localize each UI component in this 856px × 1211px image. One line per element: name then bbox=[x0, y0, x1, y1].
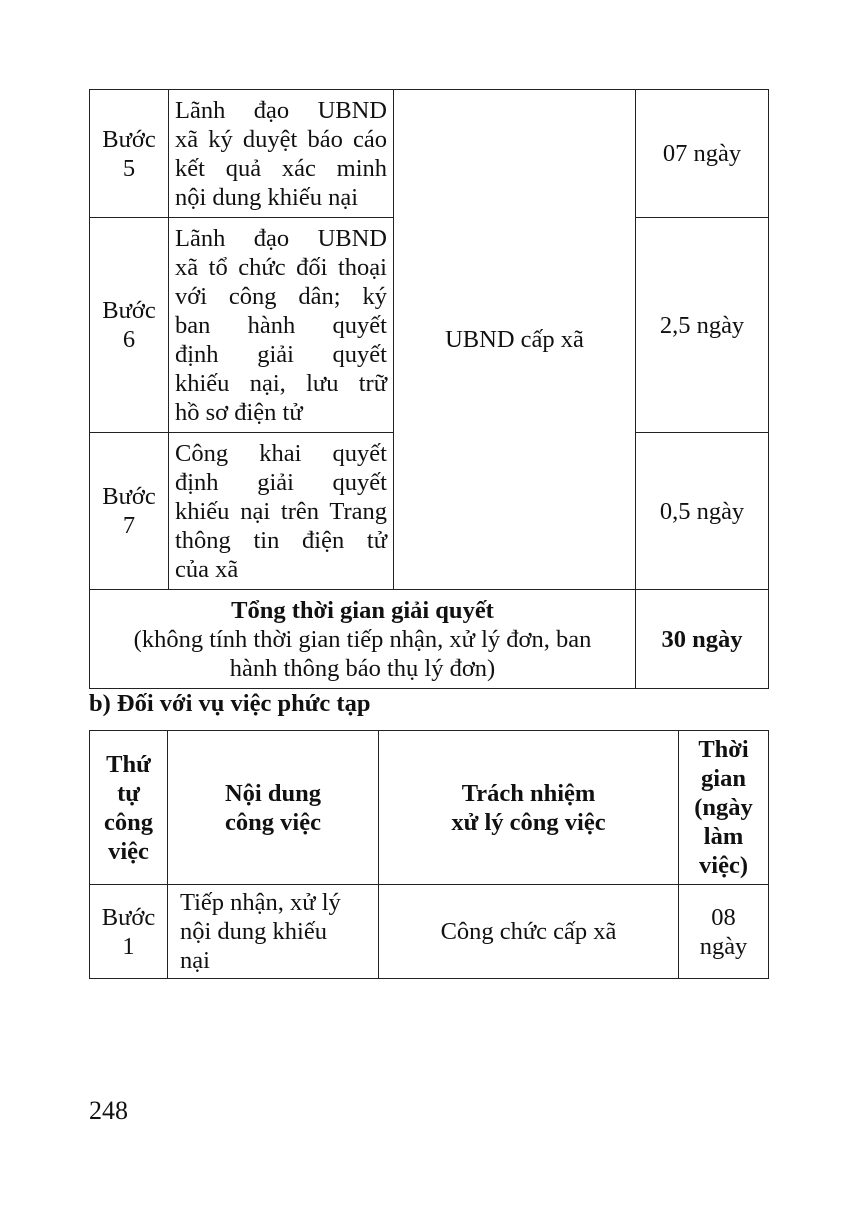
page-number: 248 bbox=[89, 1096, 128, 1125]
responsible-cell bbox=[379, 885, 679, 979]
responsible-text: Công chức cấp xã bbox=[440, 918, 617, 945]
total-note: hành thông báo thụ lý đơn) bbox=[229, 654, 496, 682]
content-line: Lãnh đạo UBND bbox=[175, 96, 387, 124]
section-b-heading: b) Đối với vụ việc phức tạp bbox=[89, 690, 371, 717]
content-cell bbox=[168, 885, 379, 979]
content-cell bbox=[169, 90, 394, 218]
header-time bbox=[679, 731, 769, 885]
total-time-cell bbox=[636, 590, 769, 689]
header-line: việc bbox=[108, 837, 149, 865]
step-label: Bước 7 bbox=[102, 483, 156, 539]
table-row bbox=[90, 885, 769, 979]
content-line: xã ký duyệt báo cáo bbox=[175, 125, 387, 153]
time-text: 2,5 ngày bbox=[659, 311, 745, 339]
steps-table-simple bbox=[89, 89, 769, 689]
step-cell bbox=[90, 90, 169, 218]
step-cell bbox=[90, 433, 169, 590]
header-line: Nội dung bbox=[224, 779, 321, 807]
content-line: nội dung khiếu bbox=[180, 918, 327, 945]
header-content bbox=[168, 731, 379, 885]
content-line: kết quả xác minh bbox=[175, 154, 387, 182]
header-responsibility bbox=[379, 731, 679, 885]
step-label: 1 bbox=[122, 932, 135, 960]
content-cell bbox=[169, 218, 394, 433]
time-cell bbox=[679, 885, 769, 979]
total-time: 30 ngày bbox=[661, 625, 743, 653]
header-line: Thứ bbox=[106, 750, 151, 778]
content-line: định giải quyết bbox=[175, 340, 387, 368]
header-order bbox=[90, 731, 168, 885]
header-row bbox=[90, 731, 769, 885]
responsible-cell bbox=[394, 90, 636, 590]
header-line: việc) bbox=[699, 852, 748, 879]
total-note: (không tính thời gian tiếp nhận, xử lý đơn, ban bbox=[133, 625, 592, 653]
content-line: khiếu nại trên Trang bbox=[175, 497, 387, 525]
header-line: công việc bbox=[225, 808, 321, 836]
header-line: xử lý công việc bbox=[451, 808, 606, 836]
content-line: Công khai quyết bbox=[175, 439, 387, 467]
content-line: hồ sơ điện tử bbox=[175, 398, 303, 426]
content-line: định giải quyết bbox=[175, 468, 387, 496]
step-cell bbox=[90, 885, 168, 979]
header-line: công bbox=[104, 808, 153, 836]
content-line: nại bbox=[180, 947, 210, 974]
header-line: Trách nhiệm bbox=[461, 779, 596, 807]
content-cell bbox=[169, 433, 394, 590]
total-label-cell bbox=[90, 590, 636, 689]
time-text: 0,5 ngày bbox=[659, 497, 745, 525]
content-line: thông tin điện tử bbox=[175, 526, 387, 554]
table-row bbox=[90, 90, 769, 218]
content-line: ban hành quyết bbox=[175, 311, 387, 339]
time-text: ngày bbox=[699, 932, 748, 960]
content-line: Tiếp nhận, xử lý bbox=[180, 889, 341, 916]
time-cell bbox=[636, 433, 769, 590]
total-title: Tổng thời gian giải quyết bbox=[231, 596, 494, 624]
steps-table-complex bbox=[89, 730, 769, 979]
content-line: nội dung khiếu nại bbox=[175, 183, 359, 211]
header-line: Thời bbox=[698, 736, 749, 763]
step-label: Bước 6 bbox=[102, 297, 156, 353]
content-line: Lãnh đạo UBND bbox=[175, 224, 387, 252]
responsible-text: UBND cấp xã bbox=[445, 326, 584, 353]
total-row bbox=[90, 590, 769, 689]
header-line: gian bbox=[701, 765, 746, 792]
step-label: Bước bbox=[101, 903, 156, 931]
time-cell bbox=[636, 218, 769, 433]
content-line: của xã bbox=[175, 555, 239, 583]
header-line: làm bbox=[703, 823, 744, 850]
step-cell bbox=[90, 218, 169, 433]
content-line: với công dân; ký bbox=[175, 282, 387, 310]
step-label: Bước 5 bbox=[102, 125, 156, 182]
time-cell bbox=[636, 90, 769, 218]
header-line: (ngày bbox=[694, 794, 753, 821]
time-text: 07 ngày bbox=[662, 140, 742, 167]
time-text: 08 bbox=[711, 903, 736, 931]
header-line: tự bbox=[117, 779, 140, 807]
content-line: xã tổ chức đối thoại bbox=[175, 253, 387, 281]
content-line: khiếu nại, lưu trữ bbox=[175, 369, 387, 397]
